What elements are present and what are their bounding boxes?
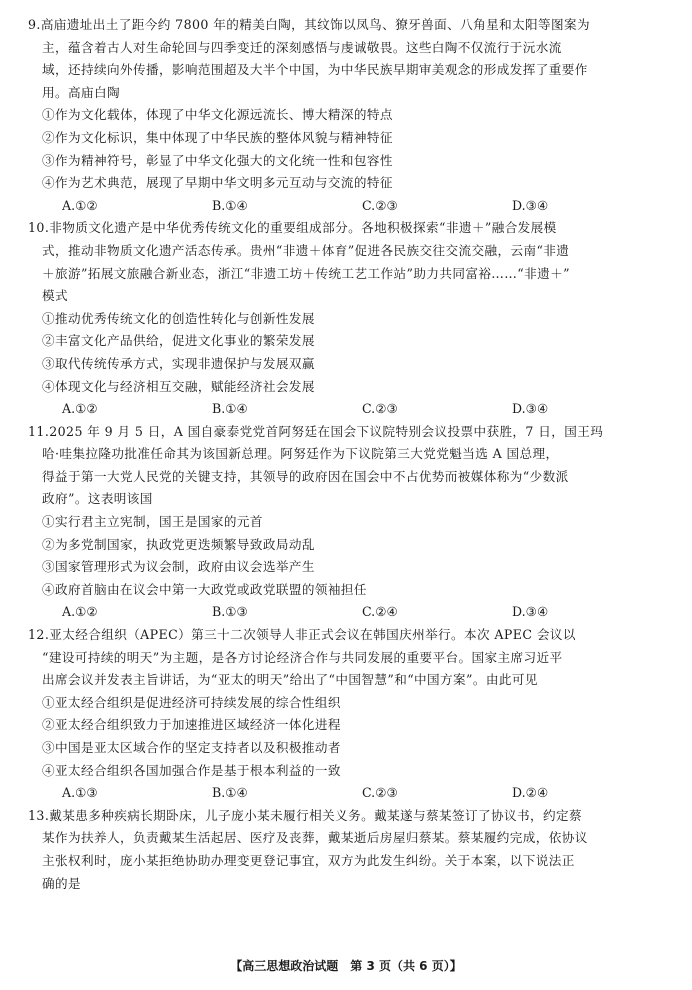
question-stem-line: 式，推动非物质文化遗产活态传承。贵州“非遗＋体育”促进各民族交往交流交融，云南“非遗 (42, 242, 570, 258)
answer-choice: A.①③ (62, 785, 98, 801)
statement-option: ①亚太经合组织是促进经济可持续发展的综合性组织 (42, 694, 341, 710)
answer-choice: C.②③ (362, 197, 398, 213)
question-stem-line: 某作为扶养人，负责戴某生活起居、医疗及丧葬，戴某逝后房屋归蔡某。蔡某履约完成，依协议 (42, 830, 588, 846)
statement-option: ①实行君主立宪制，国王是国家的元首 (42, 514, 263, 530)
answer-choice: A.①② (62, 604, 98, 620)
statement-option: ②作为文化标识，集中体现了中华民族的整体风貌与精神特征 (42, 129, 393, 145)
answer-choices (28, 195, 666, 218)
statement-option: ④亚太经合组织各国加强合作是基于根本利益的一致 (42, 762, 341, 778)
question-stem-line: 哈·哇集拉隆功批准任命其为该国新总理。阿努廷作为下议院第三大党党魁当选 A 国总理， (42, 446, 559, 462)
question-stem-line: 主，蕴含着古人对生命轮回与四季变迁的深刻感悟与虔诚敬畏。这些白陶不仅流行于沅水流 (42, 39, 562, 55)
answer-choices (28, 398, 666, 421)
statement-option: ③国家管理形式为议会制，政府由议会选举产生 (42, 559, 315, 575)
question-block (28, 421, 666, 624)
statement-option: ②亚太经合组织致力于加速推进区域经济一体化进程 (42, 717, 341, 733)
question-stem-line: 确的是 (42, 875, 81, 891)
page-footer: 【高三思想政治试题 第 3 页（共 6 页）】 (230, 959, 462, 973)
answer-choice: D.③④ (512, 401, 549, 417)
answer-choice: C.②③ (362, 785, 398, 801)
answer-choice: B.①④ (212, 197, 248, 213)
question-stem-line: 12.亚太经合组织（APEC）第三十二次领导人非正式会议在韩国庆州举行。本次 APEC 会议以 (28, 627, 576, 643)
statement-option: ④体现文化与经济相互交融，赋能经济社会发展 (42, 378, 315, 394)
question-stem-line: 用。高庙白陶 (42, 84, 120, 100)
statement-option: ②为多党制国家，执政党更迭频繁导致政局动乱 (42, 536, 315, 552)
question-stem-line: 11.2025 年 9 月 5 日，A 国自豪泰党党首阿努廷在国会下议院特别会议投票中获胜，7 日，国王玛 (28, 423, 604, 439)
statement-option: ③作为精神符号，彰显了中华文化强大的文化统一性和包容性 (42, 152, 393, 168)
statement-option: ②丰富文化产品供给，促进文化事业的繁荣发展 (42, 333, 315, 349)
statement-option: ①推动优秀传统文化的创造性转化与创新性发展 (42, 310, 315, 326)
statement-option: ④作为艺术典范，展现了早期中华文明多元互动与交流的特征 (42, 175, 393, 191)
statement-option: ④政府首脑由在议会中第一大政党或政党联盟的领袖担任 (42, 581, 367, 597)
statement-option: ③中国是亚太区域合作的坚定支持者以及积极推动者 (42, 740, 341, 755)
question-stem-line: ＋旅游”拓展文旅融合新业态，浙江“非遗工坊＋传统工艺工作站”助力共同富裕……“非遗＋” (42, 265, 570, 281)
question-block (28, 217, 666, 420)
answer-choice: B.①③ (212, 604, 248, 620)
question-stem-line: 主张权利时，庞小某拒绝协助办理变更登记事宜，双方为此发生纠纷。关于本案，以下说法正 (42, 852, 575, 868)
statement-option: ③取代传统传承方式，实现非遗保护与发展双赢 (42, 355, 315, 371)
answer-choice: C.②③ (362, 401, 398, 417)
question-stem-line: 10.非物质文化遗产是中华优秀传统文化的重要组成部分。各地积极探索“非遗＋”融合发展模 (28, 220, 557, 236)
question-block (28, 624, 666, 805)
answer-choice: C.②④ (362, 604, 398, 620)
answer-choice: A.①② (62, 197, 98, 213)
question-block (28, 805, 666, 895)
question-list (28, 14, 666, 895)
answer-choice: D.③④ (512, 604, 549, 620)
answer-choices (28, 601, 666, 624)
answer-choice: B.①④ (212, 785, 248, 801)
question-stem-line: 9.高庙遗址出土了距今约 7800 年的精美白陶，其纹饰以凤鸟、獠牙兽面、八角星和太阳等图案为 (28, 17, 591, 32)
answer-choice: D.③④ (512, 197, 549, 213)
answer-choice: B.①④ (212, 401, 248, 417)
answer-choice: D.②④ (512, 785, 549, 801)
question-stem-line: 域，还持续向外传播，影响范围超及大半个中国，为中华民族早期审美观念的形成发挥了重要作 (42, 62, 588, 78)
question-block (28, 14, 666, 217)
question-stem-line: 模式 (42, 288, 68, 304)
question-stem-line: “建设可持续的明天”为主题，是各方讨论经济合作与共同发展的重要平台。国家主席习近平 (42, 649, 563, 665)
statement-option: ①作为文化载体，体现了中华文化源远流长、博大精深的特点 (42, 107, 393, 123)
question-stem-line: 得益于第一大党人民党的关键支持，其领导的政府因在国会中不占优势而被媒体称为“少数派 (42, 468, 569, 484)
question-stem-line: 出席会议并发表主旨讲话，为“亚太的明天”给出了“中国智慧”和“中国方案”。由此可见 (42, 672, 538, 688)
question-stem-line: 13.戴某患多种疾病长期卧床，儿子庞小某未履行相关义务。戴某遂与蔡某签订了协议书，约定蔡 (28, 807, 582, 823)
answer-choices (28, 782, 666, 805)
question-stem-line: 政府”。这表明该国 (42, 491, 153, 507)
answer-choice: A.①② (62, 401, 98, 417)
